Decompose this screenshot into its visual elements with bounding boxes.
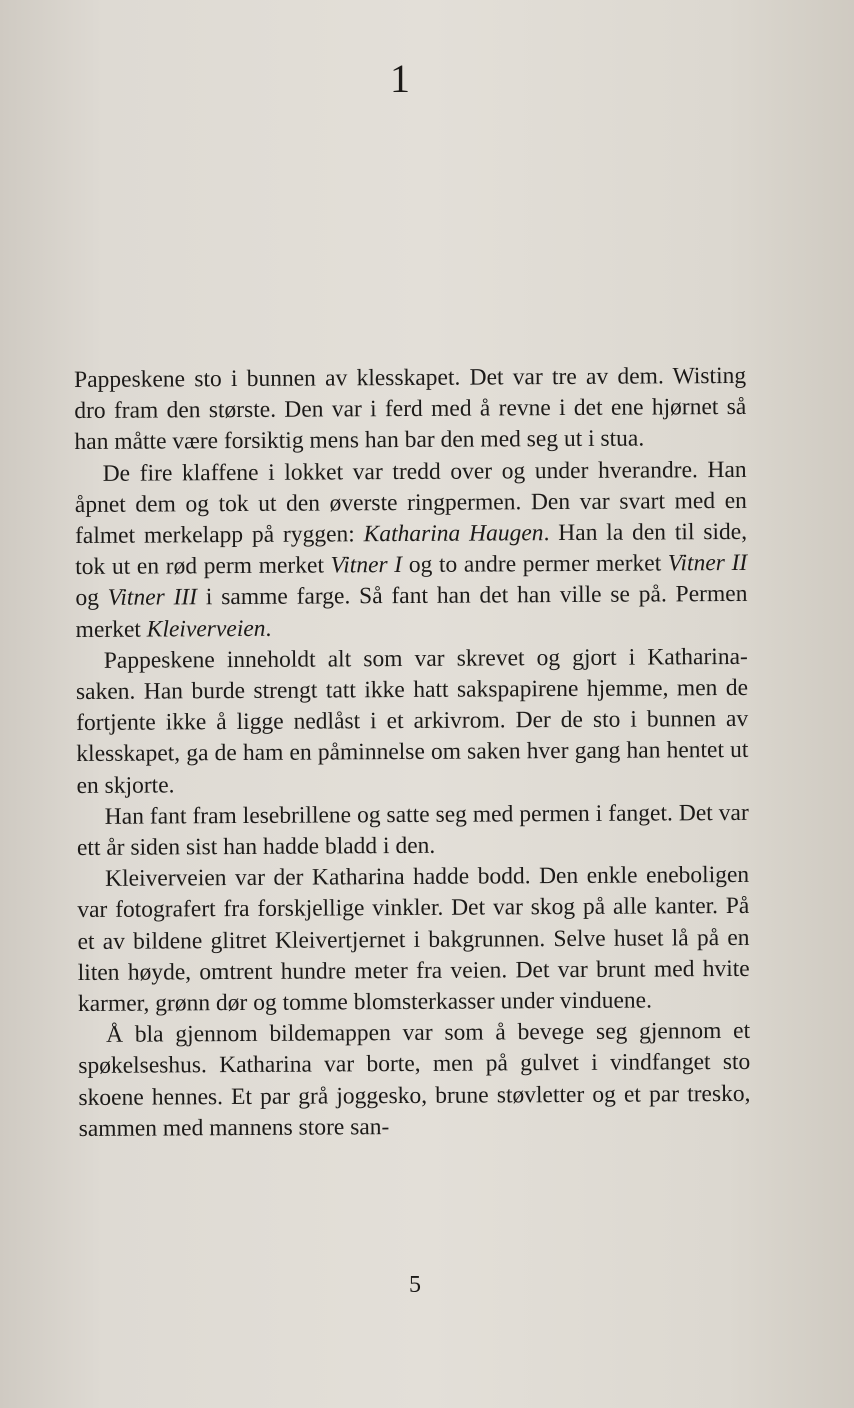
paragraph-1 [74,361,747,459]
binder-title-vitner-3: Vitner III [107,584,198,612]
binder-title-katharina-haugen: Katharina Haugen [363,520,544,548]
paragraph-2 [75,455,748,646]
body-text [74,361,751,1145]
paragraph-2-text-a: De fire klaffene i lokket var tredd over og under hverandre. Han åpnet dem og tok ut den øverste ringpermen. Den var svart med en falmet merkelapp på ryggen: [74,456,747,550]
binder-title-vitner-2: Vitner II [667,550,748,577]
paragraph-4-text: Han fant fram lesebrillene og satte seg med permen i fanget. Det var ett år siden sist han hadde bladd i den. [76,799,749,862]
paragraph-6 [78,1016,751,1145]
paragraph-5-text: Kleiverveien var der Katharina hadde bodd. Den enkle eneboligen var fotografert fra forskjellige vinkler. Det var skog på alle kanter. På et av bildene glitret Kleivertjernet i bakgrunnen. Selve huset lå på en liten høyde, omtrent hundre meter fra veien. Det var brunt med hvite karmer, grønn dør og tomme blomsterkasser under vinduene. [77,862,750,1018]
paragraph-3 [76,642,749,802]
chapter-number: 1 [390,56,410,101]
paragraph-5 [77,860,750,1020]
paragraph-4 [77,798,749,865]
paragraph-2-text-c: og to andre permer merket [402,550,668,579]
binder-title-vitner-1: Vitner I [330,552,403,579]
paragraph-3-text: Pappeskene inneholdt alt som var skrevet og gjort i Katharina-saken. Han burde strengt tatt ikke hatt sakspapirene hjemme, men de fortjente ikke å ligge nedlåst i et arkivrom. Der de sto i bunnen av klesskapet, ga de ham en påminnelse om saken hver gang han hentet ut en skjorte. [75,643,749,799]
binder-title-kleiverveien: Kleiverveien [146,615,266,643]
paragraph-1-text: Pappeskene sto i bunnen av klesskapet. Det var tre av dem. Wisting dro fram den største. Den var i ferd med å revne i det ene hjørnet så han måtte være forsiktig mens han bar den med seg ut i stua. [74,362,747,456]
paragraph-2-text-d: og [75,585,108,612]
paragraph-2-text-e: i samme farge. Så fant han det han ville se på. Permen merket [75,581,748,643]
paragraph-2-text-b: . Han la den til side, tok ut en rød perm merket [75,518,748,581]
paragraph-2-text-f: . [265,615,272,642]
paragraph-6-text: Å bla gjennom bildemappen var som å bevege seg gjennom et spøkelseshus. Katharina var borte, men på gulvet i vindfanget sto skoene hennes. Et par grå joggesko, brune støvletter og et par tresko, sammen med mannens store san- [78,1018,751,1142]
page-number: 5 [409,1272,421,1298]
